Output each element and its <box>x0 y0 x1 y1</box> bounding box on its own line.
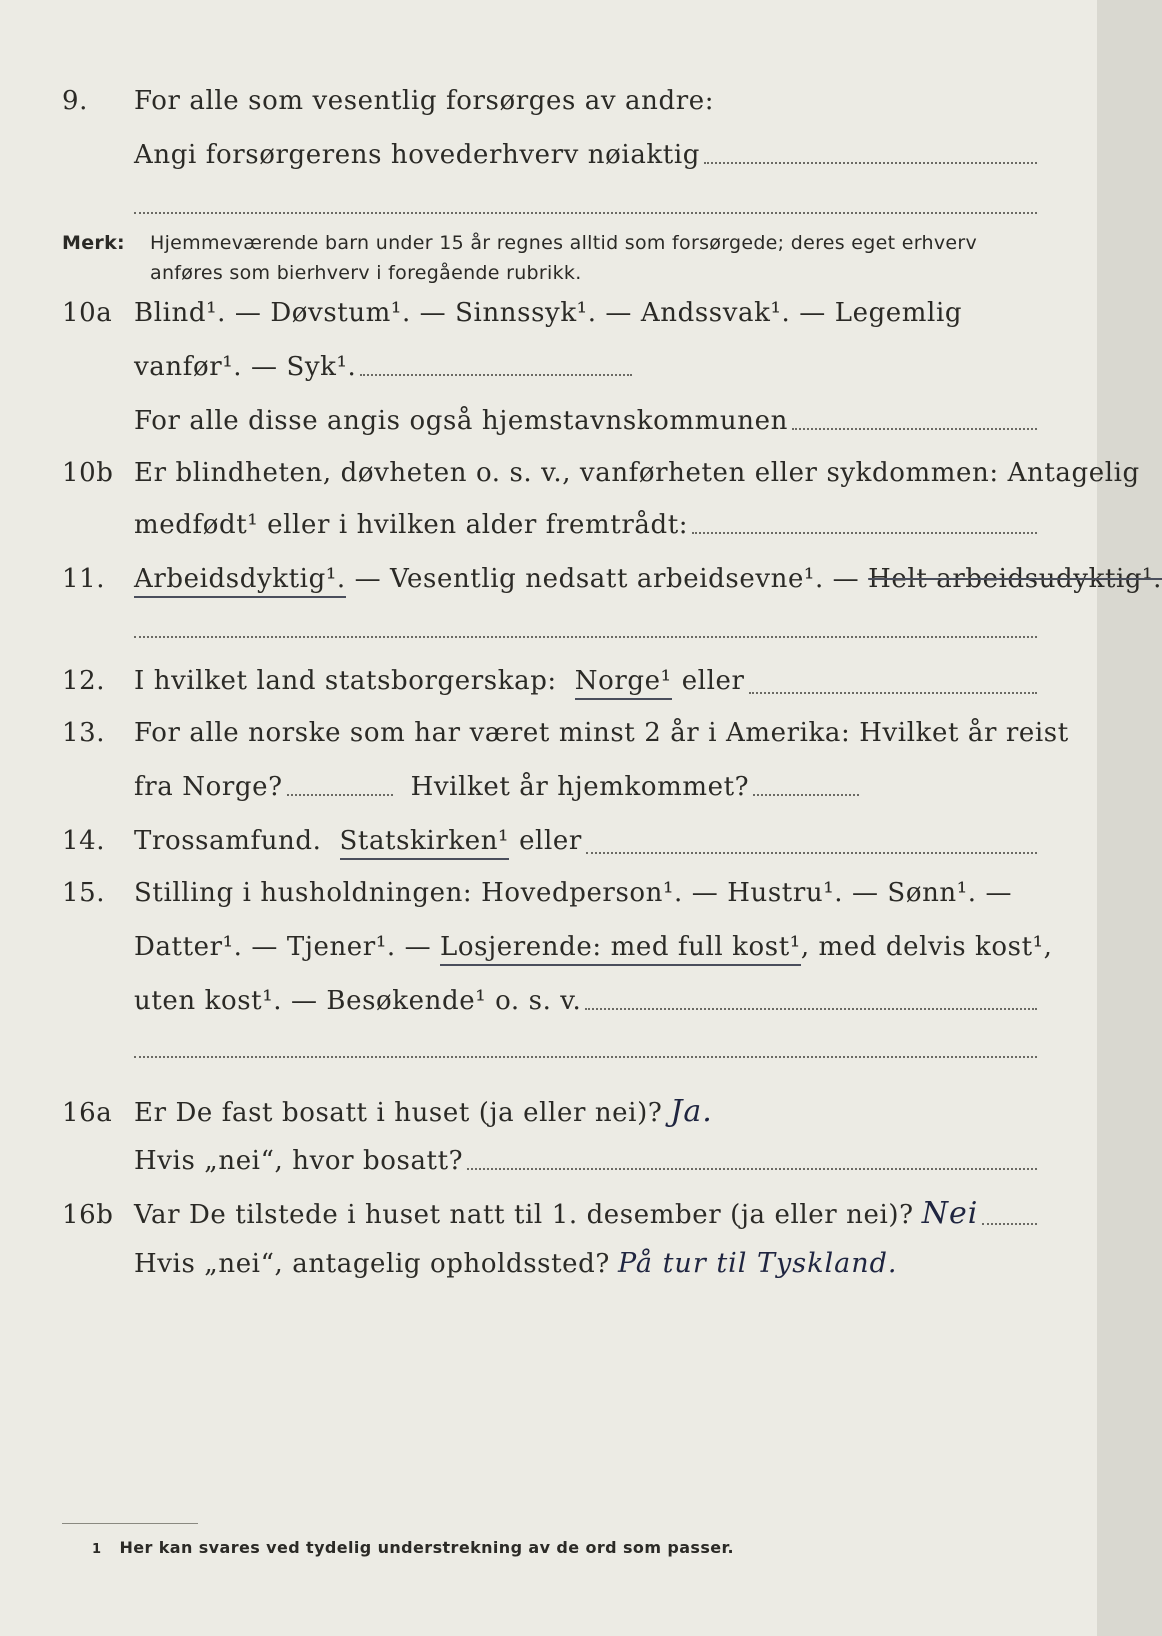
answer-line[interactable] <box>586 852 1037 854</box>
question-number: 10b <box>62 458 114 488</box>
question-number: 9. <box>62 86 89 116</box>
question-text: Trossamfund. <box>134 826 322 856</box>
answer-line[interactable] <box>134 636 1037 638</box>
question-text: Stilling i husholdningen: Hovedperson¹. — Hustru¹. — Sønn¹. — <box>134 878 1013 908</box>
question-12 <box>62 666 1037 700</box>
answer-line[interactable] <box>134 212 1037 214</box>
question-text: Hvis „nei“, antagelig opholdssted? <box>134 1249 610 1279</box>
merk-text-line-1: Hjemmeværende barn under 15 år regnes alltid som forsørgede; deres eget erhverv <box>150 232 978 254</box>
footnote-rule <box>62 1523 198 1524</box>
answer-line[interactable] <box>792 428 1037 430</box>
question-13-line-1 <box>62 718 1069 748</box>
question-9-line-2 <box>62 140 1037 170</box>
answer-line[interactable] <box>360 374 632 376</box>
question-tail: eller <box>519 826 582 856</box>
question-10b-line-1 <box>62 458 1140 488</box>
question-number: 16a <box>62 1098 113 1128</box>
answer-line[interactable] <box>467 1168 1037 1170</box>
merk-note <box>62 228 1042 288</box>
option-arbeidsdyktig[interactable]: Arbeidsdyktig¹. <box>134 564 346 598</box>
answer-statskirken[interactable]: Statskirken¹ <box>340 826 510 860</box>
question-number: 14. <box>62 826 106 856</box>
question-9-line-1 <box>62 86 1037 116</box>
question-text: fra Norge? <box>134 772 283 802</box>
footnote-mark: 1 <box>92 1542 102 1557</box>
question-15-line-1 <box>62 878 1037 908</box>
question-text: Datter¹. — Tjener¹. — <box>134 932 441 962</box>
question-16b-line-1 <box>62 1196 1037 1231</box>
answer-line[interactable] <box>704 162 1037 164</box>
question-16a-line-2 <box>62 1146 1037 1176</box>
question-10a-line-2 <box>62 352 1037 382</box>
question-text: Hvilket år hjemkommet? <box>410 772 750 802</box>
answer-line[interactable] <box>692 532 1037 534</box>
question-text: uten kost¹. — Besøkende¹ o. s. v. <box>134 986 582 1016</box>
question-text: Var De tilstede i huset natt til 1. desember (ja eller nei)? <box>134 1200 914 1230</box>
footnote-text: Her kan svares ved tydelig understrekning av de ord som passer. <box>119 1538 734 1557</box>
question-number: 11. <box>62 564 106 594</box>
answer-norge[interactable]: Norge¹ <box>575 666 672 700</box>
option-nedsatt-arbeidsevne[interactable]: — Vesentlig nedsatt arbeidsevne¹. — <box>345 564 869 594</box>
question-number: 16b <box>62 1200 114 1230</box>
answer-line-year-returned[interactable] <box>753 794 859 796</box>
question-15-line-2 <box>62 932 1053 966</box>
question-text: I hvilket land statsborgerskap: <box>134 666 557 696</box>
question-number: 10a <box>62 298 113 328</box>
answer-line[interactable] <box>585 1008 1037 1010</box>
question-text: medfødt¹ eller i hvilken alder fremtrådt: <box>134 510 689 540</box>
answer-line[interactable] <box>134 1056 1037 1058</box>
handwritten-answer-opholdssted[interactable]: På tur til Tyskland. <box>617 1248 898 1279</box>
question-text: Hvis „nei“, hvor bosatt? <box>134 1146 464 1176</box>
question-11 <box>62 564 1162 598</box>
question-text: vanfør¹. — Syk¹. <box>134 352 357 382</box>
question-10a-line-3 <box>62 406 1037 436</box>
question-15-line-3 <box>62 986 1037 1016</box>
question-14 <box>62 826 1037 860</box>
question-text: For alle disse angis også hjemstavnskommunen <box>134 406 788 436</box>
question-number: 12. <box>62 666 106 696</box>
question-number: 13. <box>62 718 106 748</box>
answer-line[interactable] <box>749 692 1037 694</box>
question-number: 15. <box>62 878 106 908</box>
question-10a-line-1 <box>62 298 1037 328</box>
question-13-line-2 <box>62 772 1037 802</box>
question-text: Angi forsørgerens hovederhverv nøiaktig <box>134 140 700 170</box>
question-16a-line-1 <box>62 1094 1037 1129</box>
handwritten-answer-ja[interactable]: Ja. <box>670 1094 713 1129</box>
question-text: Blind¹. — Døvstum¹. — Sinnssyk¹. — Andssvak¹. — Legemlig <box>134 298 963 328</box>
question-16b-line-2 <box>62 1248 1037 1279</box>
answer-losjerende-full-kost[interactable]: Losjerende: med full kost¹ <box>440 932 801 966</box>
merk-text-line-2: anføres som bierhverv i foregående rubrikk. <box>150 262 582 284</box>
answer-line-year-left[interactable] <box>287 794 393 796</box>
question-text: Er De fast bosatt i huset (ja eller nei)? <box>134 1098 663 1128</box>
question-10b-line-2 <box>62 510 1037 540</box>
question-text: Er blindheten, døvheten o. s. v., vanførheten eller sykdommen: Antagelig <box>134 458 1140 488</box>
question-text: , med delvis kost¹, <box>800 932 1053 962</box>
merk-label: Merk: <box>62 232 125 254</box>
question-text: For alle norske som har været minst 2 år i Amerika: Hvilket år reist <box>134 718 1069 748</box>
option-helt-arbeidsudyktig[interactable]: Helt arbeidsudyktig¹. <box>868 564 1162 594</box>
question-tail: eller <box>681 666 745 696</box>
question-text: For alle som vesentlig forsørges av andre: <box>134 86 715 116</box>
footnote <box>92 1538 734 1557</box>
answer-line[interactable] <box>982 1223 1037 1225</box>
handwritten-answer-nei[interactable]: Nei <box>921 1196 979 1231</box>
